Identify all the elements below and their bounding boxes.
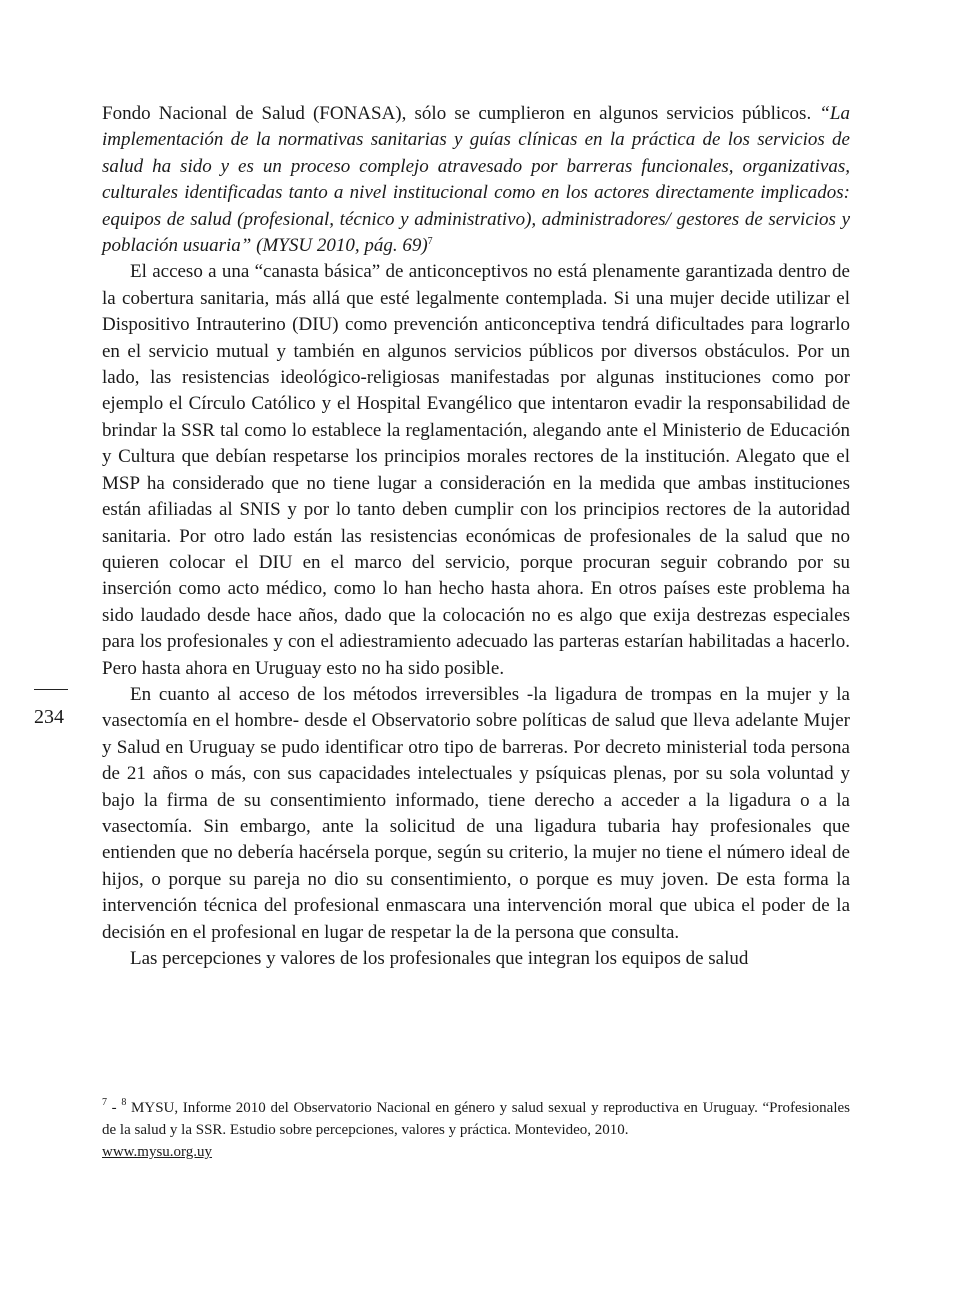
footnote-separator: -	[107, 1100, 122, 1116]
footnotes	[102, 1097, 850, 1163]
footnote-marker-7: 7	[102, 1097, 107, 1108]
quote-italic: “La implementación de la normativas sanitarias y guías clínicas en la práctica de los servicios de salud ha sido y es un proceso complejo atravesado por barreras funcionales, organizativas, culturales identificadas tanto a nivel institucional como en los actores directamente implicados: equipos de salud (profesional, técnico y administrativo), administradores/ gestores de servicios y población usuaria” (MYSU 2010, pág. 69)	[102, 103, 850, 257]
paragraph-3: En cuanto al acceso de los métodos irreversibles -la ligadura de trompas en la mujer y la vasectomía en el hombre- desde el Observatorio sobre políticas de salud que lleva adelante Mujer y Salud en Uruguay se pudo identificar otro tipo de barreras. Por decreto ministerial toda persona de 21 años o más, con sus capacidades intelectuales y psíquicas plenas, por su sola voluntad y bajo la firma de su consentimiento informado, tiene derecho a acceder a la ligadura o a la vasectomía. Sin embargo, ante la solicitud de una ligadura tubaria hay profesionales que entienden que no debería hacérsela porque, según su criterio, la mujer no tiene el número ideal de hijos, o porque su pareja no dio su consentimiento, o porque es muy joven. De esta forma la intervención técnica del profesional enmascara una intervención moral que ubica el poder de la decisión en el profesional en lugar de respetar la de la persona que consulta.	[102, 683, 850, 943]
paragraph-2: El acceso a una “canasta básica” de anticonceptivos no está plenamente garantizada dentro de la cobertura sanitaria, más allá que esté legalmente contemplada. Si una mujer decide utilizar el Dispositivo Intrauterino (DIU) como prevención anticonceptiva tendrá dificultades para lograrlo en el servicio mutual y también en algunos servicios públicos por diversos obstáculos. Por un lado, las resistencias ideológico-religiosas manifestadas por algunas instituciones como por ejemplo el Círculo Católico y el Hospital Evangélico que intentaron evadir la responsabilidad de brindar la SSR tal como lo establece la reglamentación, alegando ante el Ministerio de Educación y Cultura que debían respetarse los principios morales rectores de la institución. Alegato que el MSP ha considerado que no tiene lugar a consideración en la medida que ambas instituciones están afiliadas al SNIS y por lo tanto deben cumplir con los principios rectores de la autoridad sanitaria. Por otro lado están las resistencias económicas de profesionales de la salud que no quieren colocar el DIU en el marco del servicio, porque procuran seguir cobrando por su inserción como acto médico, como lo han hecho hasta ahora. En otros países este problema ha sido laudado desde hace años, dado que la colocación no es algo que exija destrezas especiales para los profesionales y con el adiestramiento adecuado las parteras estarían habilitadas a hacerlo. Pero hasta ahora en Uruguay esto no ha sido posible.	[102, 261, 850, 679]
page-number-rule	[34, 689, 68, 690]
footnote-ref[interactable]: 7	[427, 236, 433, 248]
footnote-link[interactable]: www.mysu.org.uy	[102, 1144, 213, 1160]
footnote-7-8	[102, 1097, 850, 1163]
body-text	[102, 101, 850, 972]
paragraph-4: Las percepciones y valores de los profesionales que integran los equipos de salud	[130, 948, 749, 969]
paragraph-1-plain: Fondo Nacional de Salud (FONASA), sólo se cumplieron en algunos servicios públicos.	[102, 103, 820, 124]
footnote-text: MYSU, Informe 2010 del Observatorio Nacional en género y salud sexual y reproductiva en Uruguay. “Profesionales de la salud y la SSR. Estudio sobre percepciones, valores y práctica. Montevideo, 2010.	[102, 1100, 851, 1138]
footnote-marker-8: 8	[121, 1097, 127, 1108]
paragraph-1	[102, 101, 850, 259]
page-number: 234	[34, 706, 64, 728]
